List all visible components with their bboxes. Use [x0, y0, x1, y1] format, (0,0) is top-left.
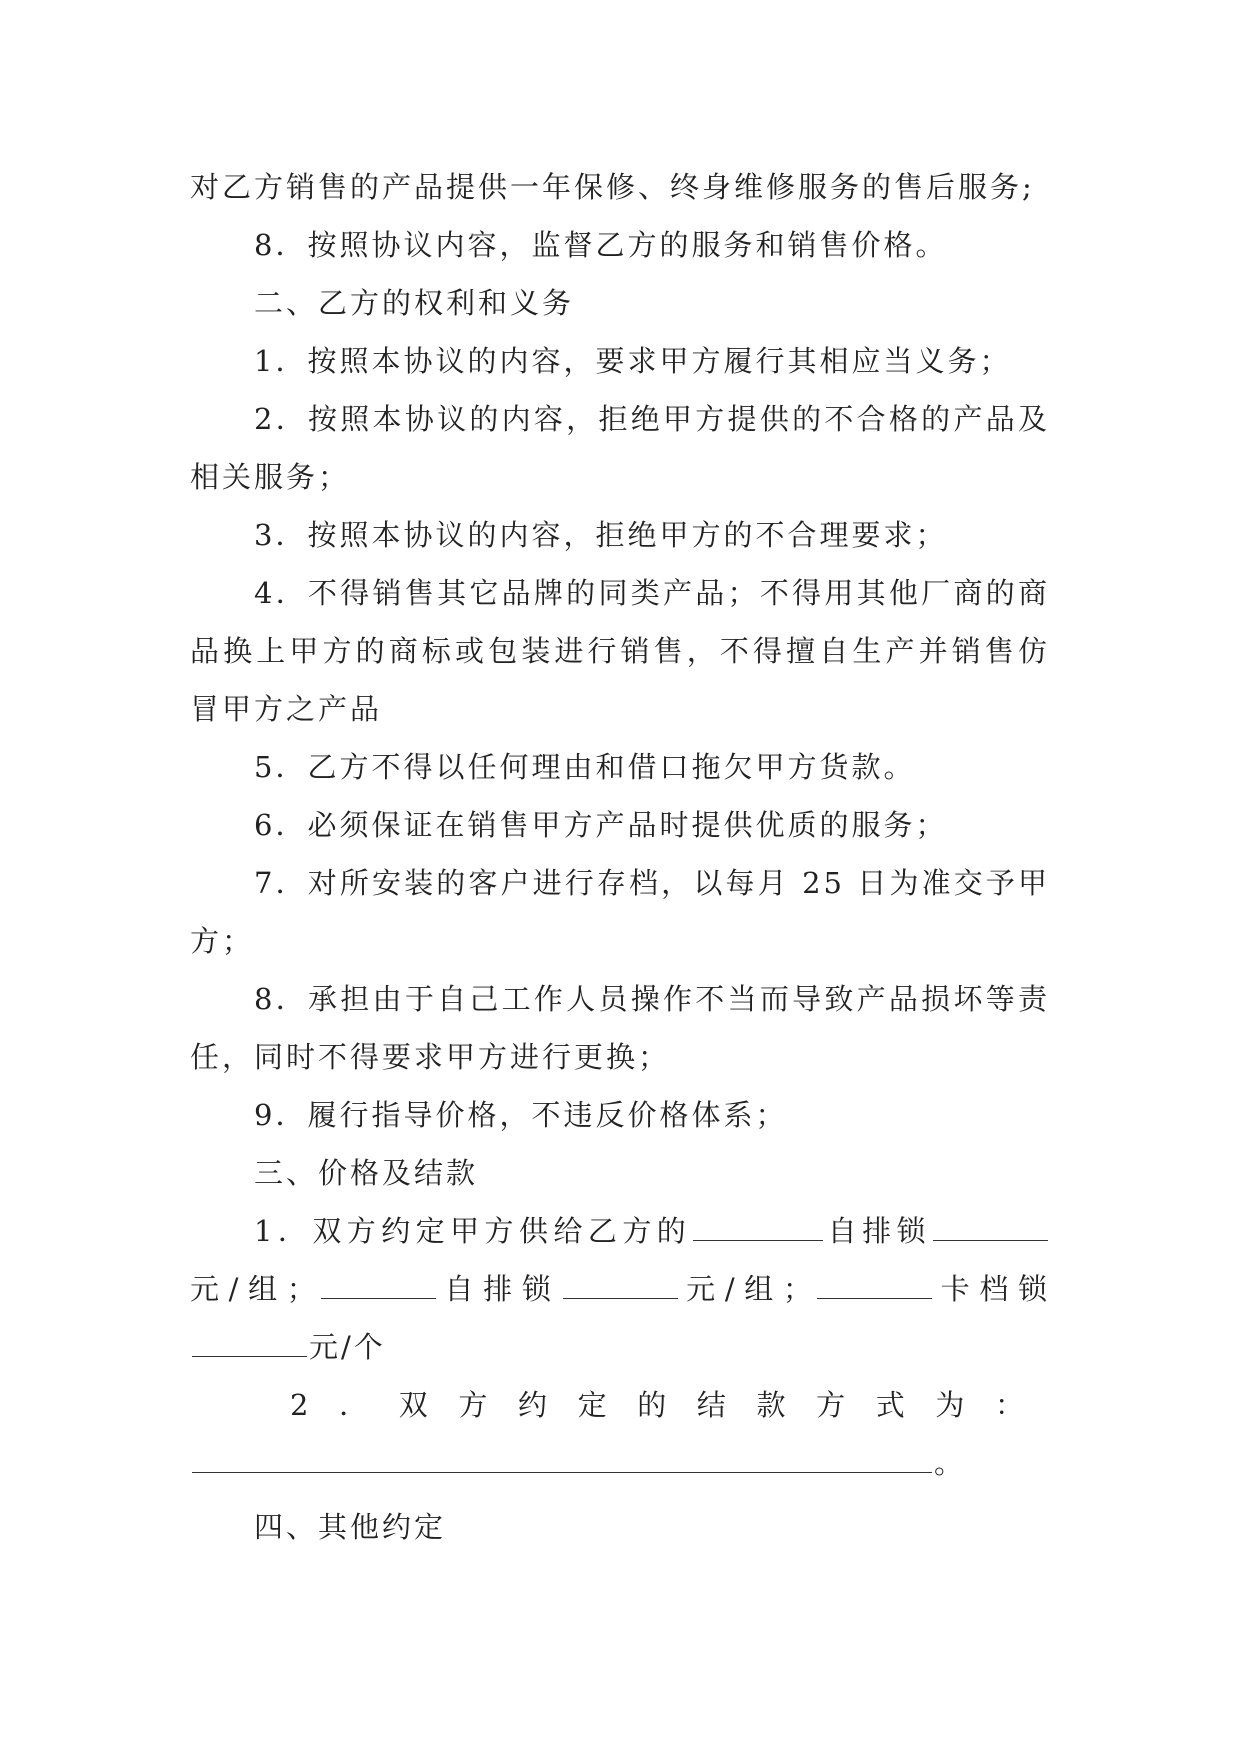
settlement-end: 。 — [934, 1446, 967, 1480]
price-paragraph — [190, 1202, 1050, 1376]
price-text: 1．双方约定甲方供给乙方的 — [254, 1214, 692, 1248]
paragraph: 6．必须保证在销售甲方产品时提供优质的服务； — [254, 808, 948, 842]
section-heading: 三、价格及结款 — [254, 1156, 479, 1190]
paragraph: 1．按照本协议的内容，要求甲方履行其相应当义务； — [254, 344, 1012, 378]
section-heading: 二、乙方的权利和义务 — [254, 286, 575, 320]
price-text: 元/个 — [309, 1330, 386, 1364]
paragraph: 4．不得销售其它品牌的同类产品；不得用其他厂商的商品换上甲方的商标或包装进行销售，不得擅自生产并销售仿冒甲方之产品 — [190, 576, 1050, 726]
paragraph: 8．承担由于自己工作人员操作不当而导致产品损坏等责任，同时不得要求甲方进行更换； — [190, 982, 1050, 1074]
paragraph: 对乙方销售的产品提供一年保修、终身维修服务的售后服务; — [190, 170, 1035, 204]
paragraph: 8．按照协议内容，监督乙方的服务和销售价格。 — [254, 228, 948, 262]
blank-field[interactable] — [817, 1268, 932, 1299]
paragraph: 2．按照本协议的内容，拒绝甲方提供的不合格的产品及相关服务； — [190, 402, 1050, 494]
price-text: 自排锁 — [825, 1214, 931, 1248]
blank-field[interactable] — [192, 1442, 932, 1473]
blank-field[interactable] — [192, 1326, 307, 1357]
paragraph: 5．乙方不得以任何理由和借口拖欠甲方货款。 — [254, 750, 916, 784]
blank-field[interactable] — [693, 1210, 823, 1241]
paragraph: 7．对所安装的客户进行存档，以每月 25 日为准交予甲方； — [190, 866, 1050, 958]
settlement-line — [190, 1434, 1050, 1492]
blank-field[interactable] — [933, 1210, 1048, 1241]
paragraph: 3．按照本协议的内容，拒绝甲方的不合理要求； — [254, 518, 948, 552]
price-text: 元/组； — [190, 1272, 319, 1306]
paragraph: 9．履行指导价格，不违反价格体系； — [254, 1098, 788, 1132]
price-text: 卡档锁 — [933, 1272, 1050, 1306]
blank-field[interactable] — [321, 1268, 436, 1299]
settlement-label: 2．双方约定的结款方式为： — [290, 1388, 1050, 1422]
document-body — [190, 158, 1050, 1556]
blank-field[interactable] — [563, 1268, 678, 1299]
price-text: 自排锁 — [437, 1272, 561, 1306]
price-text: 元/组； — [679, 1272, 815, 1306]
section-heading: 四、其他约定 — [254, 1510, 447, 1544]
